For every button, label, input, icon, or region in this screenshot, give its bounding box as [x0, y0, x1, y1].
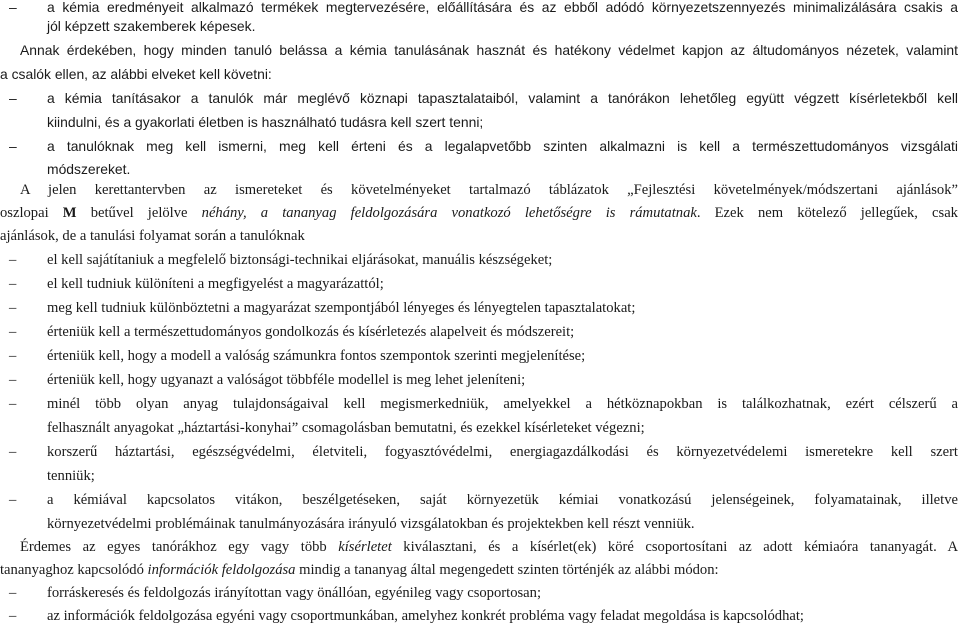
dash-bullet: – [9, 444, 17, 460]
list-item-text: érteniük kell a természettudományos gondolkozás és kísérletezés alapelveit és módszereit; [47, 324, 575, 340]
italic-phrase: kísérletet [338, 539, 392, 555]
list-item-text: a tanulóknak meg kell ismerni, meg kell érteni és a legalapvetőbb szinten alkalmazni is kell a természettudományos vizsgálati [47, 138, 958, 154]
dash-bullet: – [9, 300, 17, 316]
text-run: kiválasztani, és a kísérlet(ek) köré csoportosítani az adott kémiaóra tananyagát. A [391, 539, 958, 555]
italic-phrase: információk feldolgozása [147, 562, 296, 578]
text-run: Érdemes az egyes tanórákhoz egy vagy több [20, 539, 339, 555]
list-item-text: az információk feldolgozása egyéni vagy csoportmunkában, amelyhez konkrét probléma vagy feladat megoldása is kapcsolódhat; [47, 608, 804, 624]
list-item-text: kiindulni, és a gyakorlati életben is használható tudásra kell szert tenni; [47, 114, 484, 130]
list-item-text: el kell sajátítaniuk a megfelelő biztonsági-technikai eljárásokat, manuális készségeket; [47, 252, 553, 268]
bold-letter: M [62, 205, 77, 221]
dash-bullet: – [9, 276, 17, 292]
dash-bullet: – [9, 0, 17, 15]
list-item-text: minél több olyan anyag tulajdonságaival kell megismerkedniük, amelyekkel a hétköznapokban is találkozhatnak, ezért célszerű a [47, 396, 958, 412]
italic-phrase: néhány, a tananyag feldolgozására vonatkozó lehetőségre is rámutatnak [201, 205, 697, 221]
list-item-text: korszerű háztartási, egészségvédelmi, életviteli, fogyasztóvédelmi, energiagazdálkodási és környezetvédelemi ismeretekre kell szert [47, 444, 958, 460]
dash-bullet: – [9, 608, 17, 624]
paragraph-text [0, 561, 958, 580]
dash-bullet: – [9, 252, 17, 268]
list-item-text: a kémia eredményeit alkalmazó termékek megtervezésére, előállítására és az ebből adódó környezetszennyezés minimalizálására csakis a [47, 0, 958, 15]
text-run: oszlopai [0, 205, 63, 221]
dash-bullet: – [9, 585, 17, 601]
dash-bullet: – [9, 372, 17, 388]
paragraph-text: ajánlások, de a tanulási folyamat során a tanulóknak [0, 228, 305, 244]
paragraph-text: a csalók ellen, az alábbi elveket kell követni: [0, 66, 272, 82]
paragraph-text: A jelen kerettantervben az ismereteket és követelményeket tartalmazó táblázatok „Fejlesztési követelmények/módszertani ajánlások” [20, 182, 958, 198]
list-item-text: érteniük kell, hogy ugyanazt a valóságot többféle modellel is meg lehet jeleníteni; [47, 372, 526, 388]
list-item-text: környezetvédelmi problémáinak tanulmányozására irányuló vizsgálatokban és projektekben kell részt venniük. [47, 516, 695, 532]
text-run: . Ezek nem kötelező jellegűek, csak [696, 205, 958, 221]
dash-bullet: – [9, 324, 17, 340]
dash-bullet: – [9, 90, 17, 106]
text-run: tananyaghoz kapcsolódó [0, 562, 148, 578]
list-item-text: el kell tudniuk különíteni a megfigyelést a magyarázattól; [47, 276, 384, 292]
paragraph-text [0, 204, 958, 223]
list-item-text: a kémia tanításakor a tanulók már meglévő köznapi tapasztalataiból, valamint a tanórákon lehetőleg együtt végzett kísérletekből kell [47, 90, 958, 106]
text-run: mindig a tananyag által megengedett szinten történjék az alábbi módon: [295, 562, 719, 578]
dash-bullet: – [9, 348, 17, 364]
list-item-text: meg kell tudniuk különböztetni a magyarázat szempontjából lényeges és lényegtelen tapasztalatokat; [47, 300, 636, 316]
list-item-text: forráskeresés és feldolgozás irányítottan vagy önállóan, egyénileg vagy csoportosan; [47, 585, 541, 601]
list-item-text: a kémiával kapcsolatos vitákon, beszélgetéseken, saját környezetük kémiai vonatkozású jelenségeinek, folyamatainak, illetve [47, 492, 958, 508]
list-item-text: felhasznált anyagokat „háztartási-konyhai” csomagolásban bemutatni, és ezekkel kísérleteket végezni; [47, 420, 645, 436]
list-item-text: módszereket. [47, 161, 131, 177]
list-item-text: jól képzett szakemberek képesek. [47, 18, 256, 34]
list-item-text: tenniük; [47, 468, 95, 484]
paragraph-text: Annak érdekében, hogy minden tanuló belássa a kémia tanulásának hasznát és hatékony védelmet kapjon az áltudományos nézetek, valamint [20, 42, 958, 58]
dash-bullet: – [9, 492, 17, 508]
list-item-text: érteniük kell, hogy a modell a valóság számunkra fontos szempontok szerinti megjelenítése; [47, 348, 586, 364]
dash-bullet: – [9, 396, 17, 412]
dash-bullet: – [9, 138, 17, 154]
paragraph-text [20, 538, 958, 557]
text-run: betűvel jelölve [76, 205, 202, 221]
